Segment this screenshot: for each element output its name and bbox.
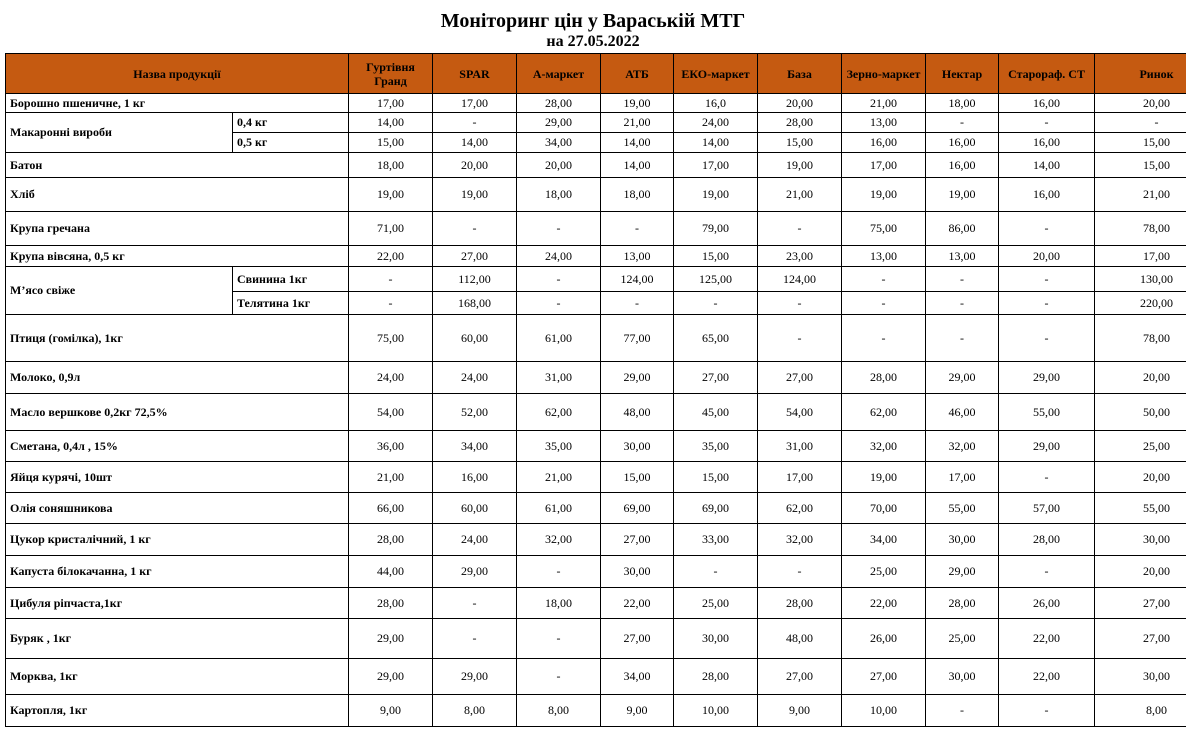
- price-cell: 8,00: [517, 695, 601, 727]
- price-cell: 27,00: [433, 246, 517, 267]
- product-name: Масло вершкове 0,2кг 72,5%: [6, 394, 349, 431]
- price-cell: 20,00: [758, 94, 842, 113]
- product-variant: Свинина 1кг: [233, 267, 349, 292]
- header-product: Назва продукції: [6, 54, 349, 94]
- price-cell: -: [601, 212, 674, 246]
- price-cell: 44,00: [349, 556, 433, 588]
- header-store: А-маркет: [517, 54, 601, 94]
- price-cell: 8,00: [1095, 695, 1186, 727]
- price-cell: 62,00: [842, 394, 926, 431]
- price-cell: 65,00: [674, 315, 758, 362]
- price-cell: 48,00: [601, 394, 674, 431]
- price-cell: 33,00: [674, 524, 758, 556]
- table-row: [6, 588, 1186, 619]
- product-variant: 0,5 кг: [233, 133, 349, 153]
- price-cell: 23,00: [758, 246, 842, 267]
- price-cell: 36,00: [349, 431, 433, 462]
- price-cell: -: [758, 315, 842, 362]
- price-cell: 78,00: [1095, 212, 1186, 246]
- price-cell: 20,00: [1095, 556, 1186, 588]
- price-cell: 21,00: [349, 462, 433, 493]
- price-cell: -: [349, 267, 433, 292]
- price-cell: 25,00: [1095, 431, 1186, 462]
- price-cell: 14,00: [433, 133, 517, 153]
- price-cell: 20,00: [1095, 362, 1186, 394]
- header-store: База: [758, 54, 842, 94]
- header-store: Гуртівня Гранд: [349, 54, 433, 94]
- price-cell: 18,00: [601, 178, 674, 212]
- price-cell: 13,00: [842, 113, 926, 133]
- price-cell: 18,00: [349, 153, 433, 178]
- header-store: Ринок: [1095, 54, 1186, 94]
- product-name: Картопля, 1кг: [6, 695, 349, 727]
- header-store: SPAR: [433, 54, 517, 94]
- price-cell: 55,00: [926, 493, 999, 524]
- header-store: АТБ: [601, 54, 674, 94]
- product-name: Морква, 1кг: [6, 659, 349, 695]
- price-cell: 46,00: [926, 394, 999, 431]
- price-cell: 35,00: [517, 431, 601, 462]
- price-cell: 16,00: [926, 133, 999, 153]
- price-cell: 29,00: [517, 113, 601, 133]
- price-cell: 24,00: [433, 524, 517, 556]
- price-cell: -: [999, 462, 1095, 493]
- price-cell: 29,00: [926, 362, 999, 394]
- price-cell: -: [517, 659, 601, 695]
- price-cell: 28,00: [842, 362, 926, 394]
- price-cell: 112,00: [433, 267, 517, 292]
- price-cell: 30,00: [1095, 524, 1186, 556]
- price-cell: 28,00: [926, 588, 999, 619]
- product-name: Яйця курячі, 10шт: [6, 462, 349, 493]
- price-cell: 15,00: [1095, 133, 1186, 153]
- product-variant: 0,4 кг: [233, 113, 349, 133]
- price-cell: 19,00: [674, 178, 758, 212]
- price-cell: 16,0: [674, 94, 758, 113]
- product-name: Олія соняшникова: [6, 493, 349, 524]
- product-name: Крупа вівсяна, 0,5 кг: [6, 246, 349, 267]
- price-cell: 21,00: [1095, 178, 1186, 212]
- price-cell: 30,00: [601, 556, 674, 588]
- table-row: [6, 246, 1186, 267]
- price-cell: 19,00: [842, 462, 926, 493]
- price-cell: -: [999, 212, 1095, 246]
- price-cell: -: [517, 212, 601, 246]
- price-cell: 26,00: [842, 619, 926, 659]
- price-cell: 60,00: [433, 493, 517, 524]
- price-cell: 27,00: [601, 524, 674, 556]
- price-cell: 29,00: [349, 659, 433, 695]
- price-cell: -: [517, 292, 601, 315]
- price-cell: -: [999, 267, 1095, 292]
- price-cell: 16,00: [926, 153, 999, 178]
- price-cell: 16,00: [999, 94, 1095, 113]
- table-body: [6, 94, 1186, 727]
- product-name: Борошно пшеничне, 1 кг: [6, 94, 349, 113]
- price-cell: 20,00: [1095, 94, 1186, 113]
- price-cell: 75,00: [842, 212, 926, 246]
- table-row: [6, 267, 1186, 292]
- price-cell: 31,00: [758, 431, 842, 462]
- table-row: [6, 695, 1186, 727]
- price-cell: 13,00: [842, 246, 926, 267]
- table-row: [6, 431, 1186, 462]
- price-cell: 30,00: [926, 659, 999, 695]
- price-cell: 20,00: [999, 246, 1095, 267]
- price-cell: 16,00: [842, 133, 926, 153]
- price-cell: 26,00: [999, 588, 1095, 619]
- price-cell: 30,00: [1095, 659, 1186, 695]
- product-name: Цибуля ріпчаста,1кг: [6, 588, 349, 619]
- price-cell: 32,00: [517, 524, 601, 556]
- price-cell: -: [999, 113, 1095, 133]
- product-variant: Телятина 1кг: [233, 292, 349, 315]
- price-cell: 15,00: [674, 462, 758, 493]
- price-cell: 18,00: [517, 178, 601, 212]
- price-cell: 14,00: [601, 153, 674, 178]
- header-store: Старораф. СТ: [999, 54, 1095, 94]
- price-cell: 9,00: [601, 695, 674, 727]
- price-cell: 13,00: [601, 246, 674, 267]
- price-cell: 61,00: [517, 315, 601, 362]
- price-cell: 29,00: [601, 362, 674, 394]
- table-row: [6, 178, 1186, 212]
- table-row: [6, 462, 1186, 493]
- price-cell: 52,00: [433, 394, 517, 431]
- price-cell: 13,00: [926, 246, 999, 267]
- product-name: М’ясо свіже: [6, 267, 233, 315]
- price-cell: 34,00: [842, 524, 926, 556]
- price-cell: -: [517, 619, 601, 659]
- table-row: [6, 659, 1186, 695]
- price-cell: 62,00: [517, 394, 601, 431]
- price-cell: 24,00: [349, 362, 433, 394]
- price-cell: 17,00: [674, 153, 758, 178]
- price-cell: 15,00: [758, 133, 842, 153]
- price-cell: 28,00: [349, 588, 433, 619]
- price-cell: 34,00: [433, 431, 517, 462]
- price-cell: 50,00: [1095, 394, 1186, 431]
- price-cell: 20,00: [1095, 462, 1186, 493]
- price-cell: -: [674, 556, 758, 588]
- price-cell: 15,00: [349, 133, 433, 153]
- price-cell: -: [842, 267, 926, 292]
- price-table: [5, 53, 1186, 727]
- price-cell: 24,00: [433, 362, 517, 394]
- price-cell: 10,00: [674, 695, 758, 727]
- price-cell: 28,00: [758, 588, 842, 619]
- price-cell: 21,00: [517, 462, 601, 493]
- price-cell: 16,00: [999, 133, 1095, 153]
- price-cell: 19,00: [842, 178, 926, 212]
- price-cell: -: [999, 292, 1095, 315]
- price-cell: -: [601, 292, 674, 315]
- price-cell: 29,00: [349, 619, 433, 659]
- price-cell: 28,00: [999, 524, 1095, 556]
- price-cell: 21,00: [842, 94, 926, 113]
- price-cell: 15,00: [674, 246, 758, 267]
- price-cell: 29,00: [433, 556, 517, 588]
- price-cell: 32,00: [758, 524, 842, 556]
- table-row: [6, 153, 1186, 178]
- page-title: Моніторинг цін у Вараській МТГ: [440, 10, 746, 32]
- price-cell: 24,00: [517, 246, 601, 267]
- price-cell: 168,00: [433, 292, 517, 315]
- table-row: [6, 362, 1186, 394]
- product-name: Хліб: [6, 178, 349, 212]
- price-cell: 25,00: [842, 556, 926, 588]
- price-cell: 30,00: [601, 431, 674, 462]
- price-cell: -: [999, 695, 1095, 727]
- product-name: Птиця (гомілка), 1кг: [6, 315, 349, 362]
- price-cell: 25,00: [926, 619, 999, 659]
- price-cell: 16,00: [999, 178, 1095, 212]
- price-cell: -: [517, 556, 601, 588]
- price-cell: 16,00: [433, 462, 517, 493]
- price-cell: 27,00: [842, 659, 926, 695]
- price-cell: -: [926, 292, 999, 315]
- price-cell: 22,00: [349, 246, 433, 267]
- price-cell: -: [433, 619, 517, 659]
- price-cell: 29,00: [999, 362, 1095, 394]
- price-cell: 28,00: [674, 659, 758, 695]
- price-cell: 14,00: [674, 133, 758, 153]
- price-cell: 69,00: [674, 493, 758, 524]
- price-cell: 70,00: [842, 493, 926, 524]
- price-cell: 55,00: [999, 394, 1095, 431]
- price-cell: 124,00: [758, 267, 842, 292]
- header-store: Зерно-маркет: [842, 54, 926, 94]
- price-cell: -: [926, 267, 999, 292]
- price-cell: 24,00: [674, 113, 758, 133]
- price-cell: 10,00: [842, 695, 926, 727]
- product-name: Молоко, 0,9л: [6, 362, 349, 394]
- price-cell: -: [517, 267, 601, 292]
- product-name: Буряк , 1кг: [6, 619, 349, 659]
- price-cell: -: [926, 695, 999, 727]
- price-cell: 14,00: [999, 153, 1095, 178]
- table-row: [6, 619, 1186, 659]
- price-cell: 54,00: [349, 394, 433, 431]
- price-cell: 15,00: [601, 462, 674, 493]
- price-cell: 124,00: [601, 267, 674, 292]
- price-cell: 29,00: [999, 431, 1095, 462]
- table-row: [6, 493, 1186, 524]
- price-cell: 30,00: [674, 619, 758, 659]
- price-cell: 22,00: [842, 588, 926, 619]
- price-cell: 69,00: [601, 493, 674, 524]
- price-cell: 27,00: [601, 619, 674, 659]
- price-cell: 17,00: [842, 153, 926, 178]
- price-cell: 57,00: [999, 493, 1095, 524]
- price-cell: 125,00: [674, 267, 758, 292]
- price-cell: 8,00: [433, 695, 517, 727]
- table-row: [6, 524, 1186, 556]
- price-cell: 32,00: [926, 431, 999, 462]
- price-cell: 66,00: [349, 493, 433, 524]
- price-cell: 9,00: [349, 695, 433, 727]
- price-cell: -: [433, 212, 517, 246]
- product-name: Макаронні вироби: [6, 113, 233, 153]
- price-cell: -: [349, 292, 433, 315]
- price-cell: 32,00: [842, 431, 926, 462]
- price-cell: -: [433, 588, 517, 619]
- table-row: [6, 94, 1186, 113]
- price-cell: 21,00: [601, 113, 674, 133]
- price-cell: 20,00: [517, 153, 601, 178]
- price-cell: 34,00: [601, 659, 674, 695]
- table-header-row: [6, 54, 1186, 94]
- price-cell: 19,00: [758, 153, 842, 178]
- price-cell: 29,00: [926, 556, 999, 588]
- price-cell: 71,00: [349, 212, 433, 246]
- price-cell: 220,00: [1095, 292, 1186, 315]
- table-row: [6, 394, 1186, 431]
- header-store: Нектар: [926, 54, 999, 94]
- price-cell: -: [758, 292, 842, 315]
- price-cell: 35,00: [674, 431, 758, 462]
- price-cell: 31,00: [517, 362, 601, 394]
- price-cell: 14,00: [601, 133, 674, 153]
- price-cell: 27,00: [1095, 588, 1186, 619]
- price-cell: 22,00: [999, 659, 1095, 695]
- product-name: Батон: [6, 153, 349, 178]
- product-name: Крупа гречана: [6, 212, 349, 246]
- table-row: [6, 113, 1186, 133]
- price-cell: -: [758, 556, 842, 588]
- price-cell: -: [674, 292, 758, 315]
- price-cell: 28,00: [758, 113, 842, 133]
- price-cell: 15,00: [1095, 153, 1186, 178]
- price-cell: 45,00: [674, 394, 758, 431]
- price-cell: 19,00: [601, 94, 674, 113]
- price-cell: -: [999, 556, 1095, 588]
- price-cell: 130,00: [1095, 267, 1186, 292]
- price-cell: -: [1095, 113, 1186, 133]
- price-cell: 61,00: [517, 493, 601, 524]
- product-name: Сметана, 0,4л , 15%: [6, 431, 349, 462]
- table-row: [6, 212, 1186, 246]
- price-cell: 19,00: [433, 178, 517, 212]
- price-cell: 60,00: [433, 315, 517, 362]
- price-cell: 20,00: [433, 153, 517, 178]
- price-cell: -: [433, 113, 517, 133]
- price-cell: 79,00: [674, 212, 758, 246]
- price-cell: -: [926, 315, 999, 362]
- header-store: ЕКО-маркет: [674, 54, 758, 94]
- price-cell: -: [758, 212, 842, 246]
- price-cell: -: [999, 315, 1095, 362]
- price-cell: 34,00: [517, 133, 601, 153]
- price-cell: 28,00: [517, 94, 601, 113]
- table-row: [6, 315, 1186, 362]
- price-cell: 86,00: [926, 212, 999, 246]
- price-cell: 27,00: [758, 362, 842, 394]
- price-cell: 27,00: [758, 659, 842, 695]
- table-row: [6, 556, 1186, 588]
- price-cell: 21,00: [758, 178, 842, 212]
- price-cell: 28,00: [349, 524, 433, 556]
- price-cell: 48,00: [758, 619, 842, 659]
- price-cell: 19,00: [926, 178, 999, 212]
- page-subtitle-date: на 27.05.2022: [546, 33, 640, 50]
- price-cell: 55,00: [1095, 493, 1186, 524]
- price-cell: 18,00: [517, 588, 601, 619]
- price-cell: 27,00: [1095, 619, 1186, 659]
- price-cell: 17,00: [926, 462, 999, 493]
- price-cell: 22,00: [601, 588, 674, 619]
- price-cell: 14,00: [349, 113, 433, 133]
- price-cell: 22,00: [999, 619, 1095, 659]
- price-cell: 54,00: [758, 394, 842, 431]
- price-cell: 19,00: [349, 178, 433, 212]
- price-cell: 77,00: [601, 315, 674, 362]
- price-cell: 17,00: [758, 462, 842, 493]
- price-cell: 17,00: [349, 94, 433, 113]
- price-cell: 9,00: [758, 695, 842, 727]
- price-cell: -: [926, 113, 999, 133]
- price-cell: 18,00: [926, 94, 999, 113]
- product-name: Капуста білокачанна, 1 кг: [6, 556, 349, 588]
- price-cell: 17,00: [433, 94, 517, 113]
- price-cell: -: [842, 292, 926, 315]
- price-cell: 29,00: [433, 659, 517, 695]
- price-cell: 30,00: [926, 524, 999, 556]
- price-cell: -: [842, 315, 926, 362]
- price-cell: 62,00: [758, 493, 842, 524]
- product-name: Цукор кристалічний, 1 кг: [6, 524, 349, 556]
- price-cell: 78,00: [1095, 315, 1186, 362]
- price-cell: 75,00: [349, 315, 433, 362]
- price-cell: 25,00: [674, 588, 758, 619]
- price-cell: 17,00: [1095, 246, 1186, 267]
- price-cell: 27,00: [674, 362, 758, 394]
